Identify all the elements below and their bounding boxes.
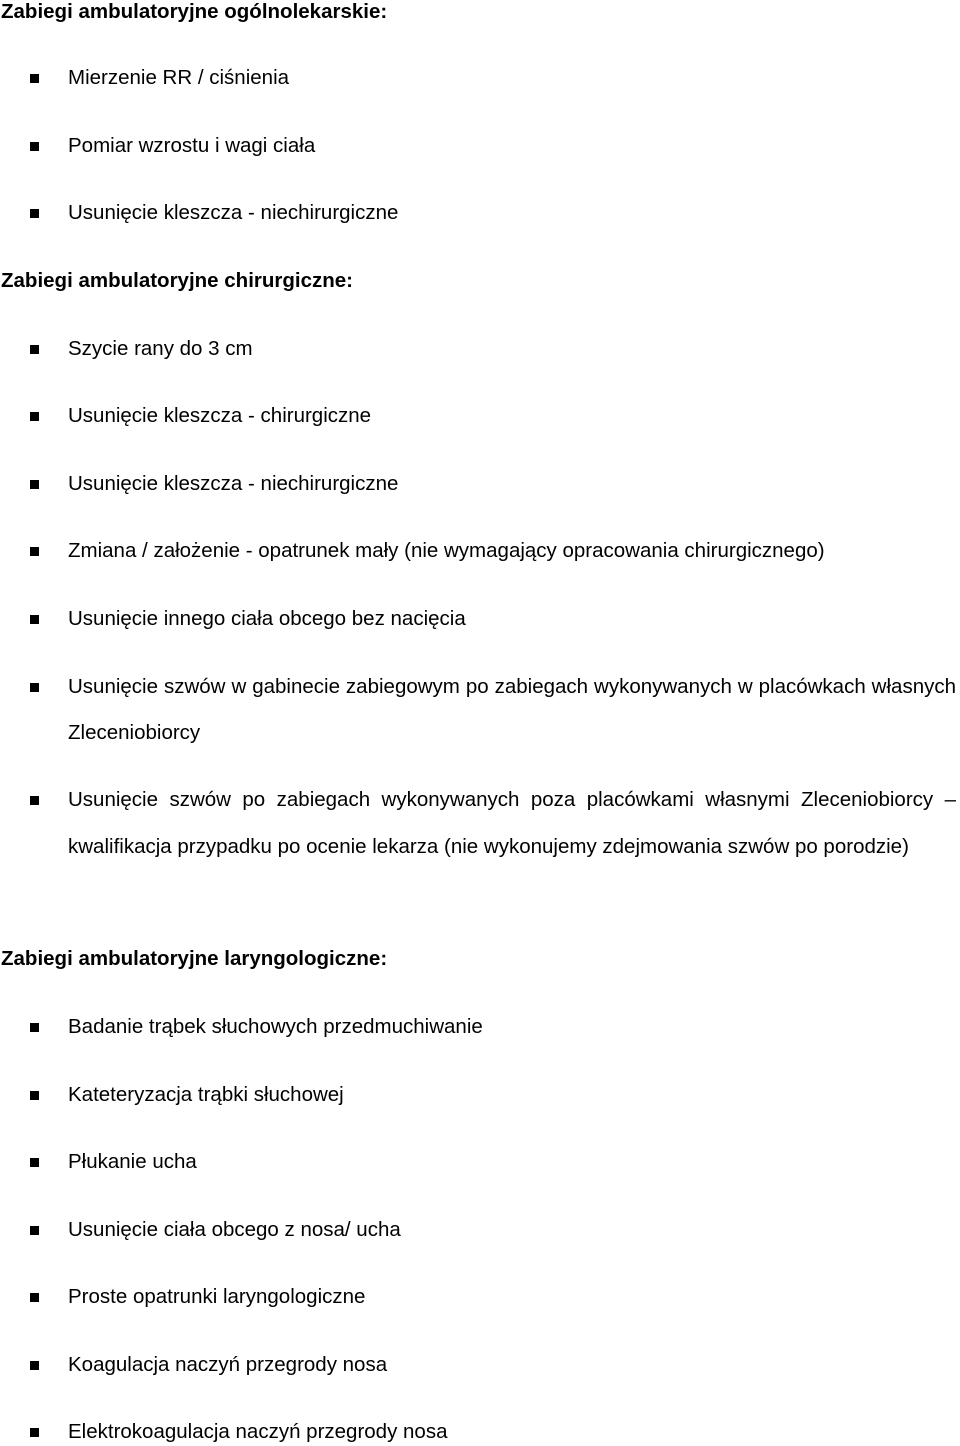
square-bullet-icon <box>30 1293 39 1302</box>
list-item-label: Kateteryzacja trąbki słuchowej <box>68 1083 344 1106</box>
list-item-label: Płukanie ucha <box>68 1150 197 1173</box>
list-item-label: Proste opatrunki laryngologiczne <box>68 1285 366 1308</box>
square-bullet-icon <box>30 1361 39 1370</box>
list-item-label: Usunięcie kleszcza - niechirurgiczne <box>68 201 399 224</box>
list-item-label: Szycie rany do 3 cm <box>68 337 253 360</box>
section-heading-surgical: Zabiegi ambulatoryjne chirurgiczne: <box>1 269 353 292</box>
square-bullet-icon <box>30 1226 39 1235</box>
list-item-label: Usunięcie szwów w gabinecie zabiegowym po zabiegach wykonywanych w placówkach własnych Zleceniobiorcy <box>68 675 956 744</box>
list-item-label: Usunięcie kleszcza - niechirurgiczne <box>68 472 399 495</box>
list-item-label: Usunięcie kleszcza - chirurgiczne <box>68 404 372 427</box>
square-bullet-icon <box>30 74 39 83</box>
square-bullet-icon <box>30 683 39 692</box>
square-bullet-icon <box>30 480 39 489</box>
square-bullet-icon <box>30 1158 39 1167</box>
square-bullet-icon <box>30 1091 39 1100</box>
section-heading-laryngological: Zabiegi ambulatoryjne laryngologiczne: <box>1 947 388 970</box>
list-item-label: Pomiar wzrostu i wagi ciała <box>68 134 316 157</box>
square-bullet-icon <box>30 547 39 556</box>
square-bullet-icon <box>30 615 39 624</box>
list-item-label: Usunięcie ciała obcego z nosa/ ucha <box>68 1218 401 1241</box>
square-bullet-icon <box>30 796 39 805</box>
list-item-label: Koagulacja naczyń przegrody nosa <box>68 1353 388 1376</box>
square-bullet-icon <box>30 142 39 151</box>
list-item-label: Elektrokoagulacja naczyń przegrody nosa <box>68 1420 448 1443</box>
list-item-label: Mierzenie RR / ciśnienia <box>68 66 290 89</box>
square-bullet-icon <box>30 1023 39 1032</box>
section-heading-general: Zabiegi ambulatoryjne ogólnolekarskie: <box>1 0 388 23</box>
list-item-label: Zmiana / założenie - opatrunek mały (nie wymagający opracowania chirurgicznego) <box>68 539 825 562</box>
list-item-label: Usunięcie szwów po zabiegach wykonywanych poza placówkami własnymi Zleceniobiorcy – kwalifikacja przypadku po ocenie lekarza (nie wykonujemy zdejmowania szwów po porodzie) <box>68 788 956 858</box>
square-bullet-icon <box>30 1428 39 1437</box>
square-bullet-icon <box>30 345 39 354</box>
list-item-label: Badanie trąbek słuchowych przedmuchiwanie <box>68 1015 483 1038</box>
square-bullet-icon <box>30 412 39 421</box>
list-item-label: Usunięcie innego ciała obcego bez nacięcia <box>68 607 466 630</box>
square-bullet-icon <box>30 209 39 218</box>
